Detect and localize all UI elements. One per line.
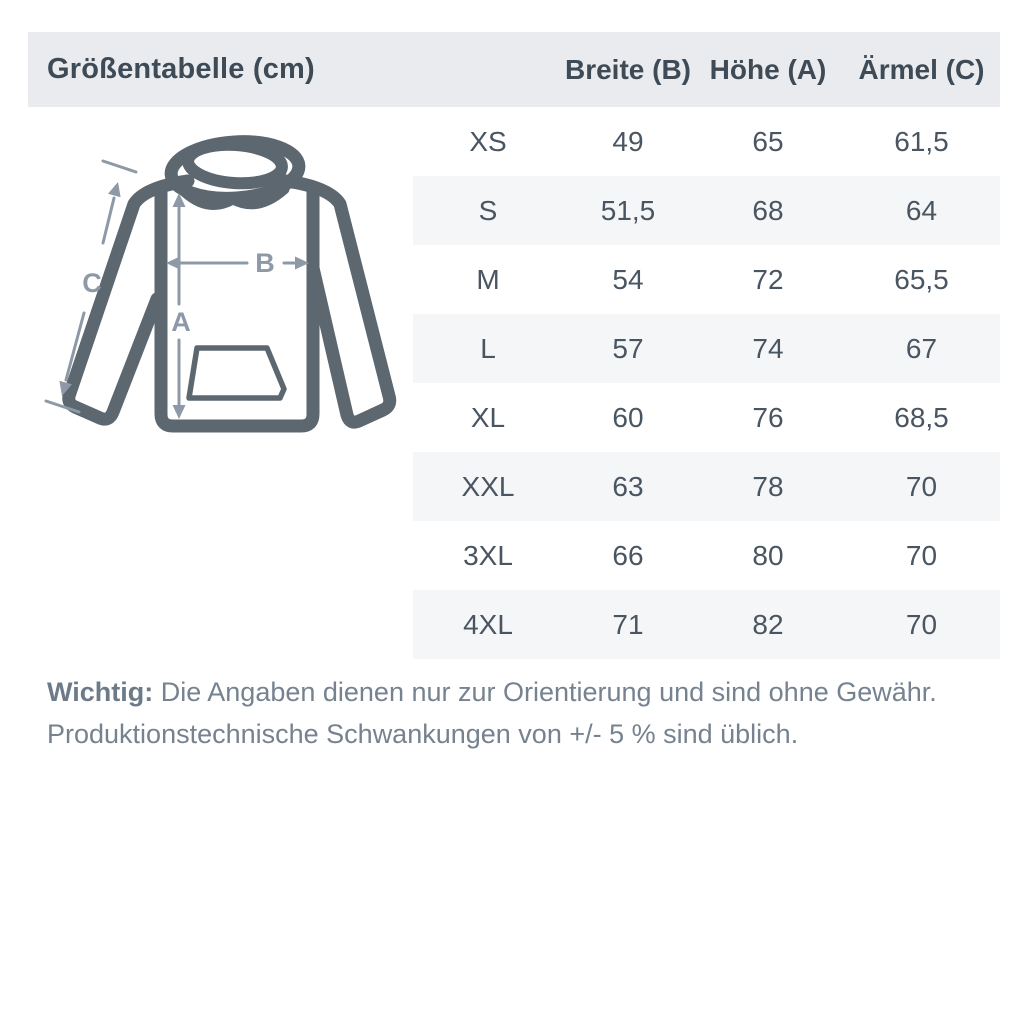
size-label: XS <box>469 125 507 157</box>
hoodie-measurement-diagram <box>30 130 410 445</box>
arrow-c-tick-top <box>103 161 136 172</box>
hoehe-value: 78 <box>752 470 784 502</box>
aermel-value: 70 <box>905 608 938 640</box>
table-column-headers <box>413 32 1000 107</box>
table-row-4xl <box>413 590 1000 659</box>
hoodie-left-sleeve <box>69 181 188 419</box>
table-row-s <box>413 176 1000 245</box>
column-header-hoehe: Höhe (A) <box>709 53 827 85</box>
size-label: XXL <box>461 470 515 502</box>
hoodie-right-sleeve <box>286 181 390 422</box>
table-row-l <box>413 314 1000 383</box>
aermel-value: 68,5 <box>894 401 949 433</box>
size-label: 4XL <box>463 608 513 640</box>
hoehe-value: 65 <box>752 125 784 157</box>
hoehe-value: 76 <box>752 401 784 433</box>
disclaimer-text-1: Die Angaben dienen nur zur Orientierung und sind ohne Gewähr. <box>160 677 937 707</box>
aermel-value: 65,5 <box>894 263 949 295</box>
arrow-c-line-top <box>103 198 114 243</box>
breite-value: 66 <box>612 539 644 571</box>
column-header-aermel: Ärmel (C) <box>858 53 985 85</box>
arrow-b-head-left <box>166 257 180 270</box>
hoodie-pocket <box>189 348 284 398</box>
arrow-c-head-top <box>108 182 121 197</box>
table-row-xs <box>413 107 1000 176</box>
table-row-m <box>413 245 1000 314</box>
label-a: A <box>171 307 191 337</box>
size-table <box>413 107 1000 659</box>
hoodie-hood-inner <box>187 142 283 186</box>
hoehe-value: 68 <box>752 194 784 226</box>
aermel-value: 67 <box>905 332 938 364</box>
disclaimer-line-2: Produktionstechnische Schwankungen von +/- 5 % sind üblich. <box>47 719 799 749</box>
hoehe-value: 82 <box>752 608 784 640</box>
size-label: M <box>476 263 500 295</box>
hoehe-value: 72 <box>752 263 784 295</box>
aermel-value: 70 <box>905 539 938 571</box>
disclaimer-label: Wichtig: <box>47 677 154 707</box>
breite-value: 54 <box>612 263 644 295</box>
size-label: L <box>480 332 496 364</box>
page-title: Größentabelle (cm) <box>47 53 315 85</box>
table-header-bar <box>28 32 1000 107</box>
arrow-a-head-down <box>173 405 186 419</box>
breite-value: 57 <box>612 332 644 364</box>
breite-value: 60 <box>612 401 644 433</box>
table-row-xxl <box>413 452 1000 521</box>
label-c: C <box>82 268 102 298</box>
breite-value: 71 <box>612 608 644 640</box>
hoehe-value: 74 <box>752 332 784 364</box>
breite-value: 63 <box>612 470 644 502</box>
disclaimer-note <box>47 671 977 755</box>
aermel-value: 61,5 <box>894 125 949 157</box>
size-label: S <box>478 194 498 226</box>
table-row-3xl <box>413 521 1000 590</box>
aermel-value: 64 <box>905 194 938 226</box>
breite-value: 51,5 <box>600 194 656 226</box>
aermel-value: 70 <box>905 470 938 502</box>
size-label: XL <box>470 401 506 433</box>
size-label: 3XL <box>463 539 513 571</box>
hoodie-outline-icon <box>69 138 390 426</box>
hoehe-value: 80 <box>752 539 784 571</box>
column-header-breite: Breite (B) <box>564 53 691 85</box>
label-b: B <box>255 248 275 278</box>
hoodie-diagram-svg <box>30 130 410 445</box>
breite-value: 49 <box>612 125 644 157</box>
table-row-xl <box>413 383 1000 452</box>
disclaimer-line-1 <box>47 671 977 713</box>
